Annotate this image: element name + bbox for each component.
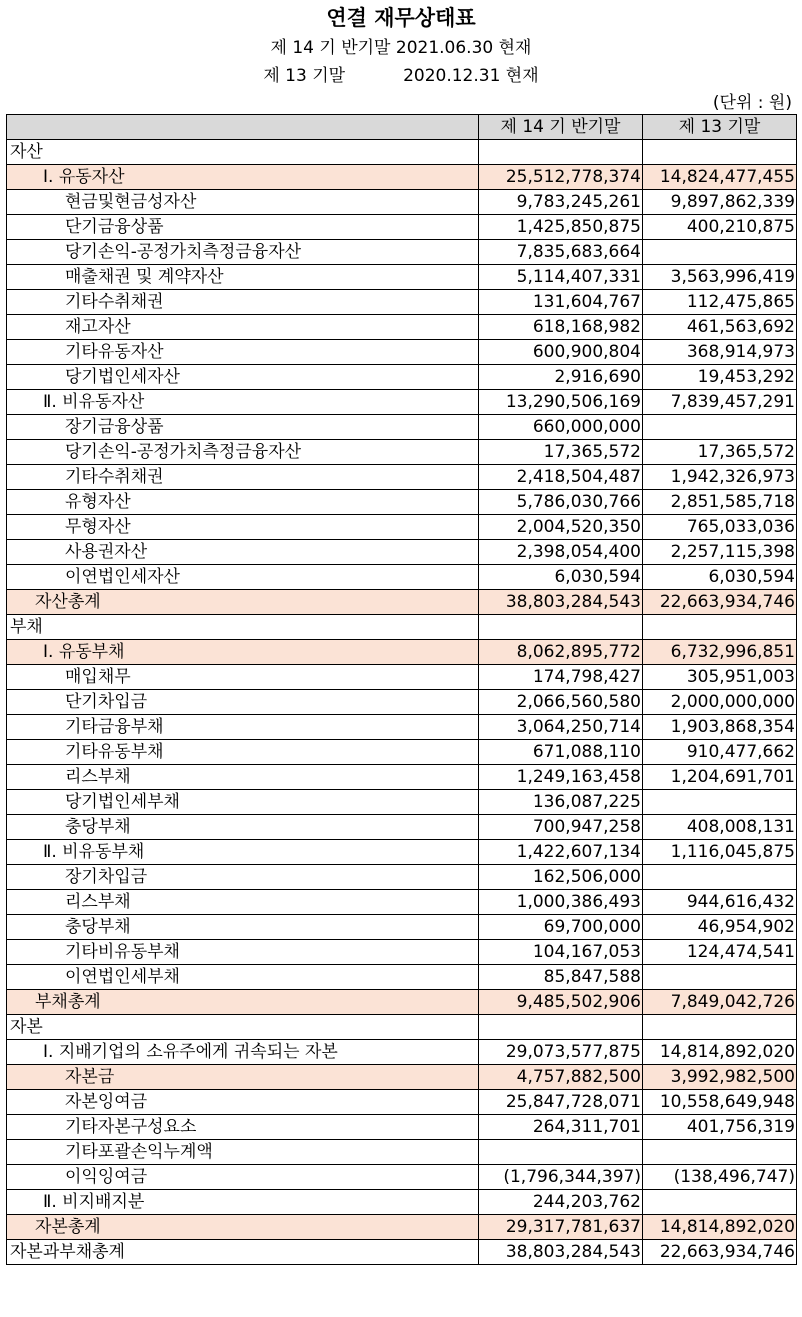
account-name: 자본과부채총계 [7, 1240, 479, 1265]
prior-period-amount: 6,732,996,851 [643, 640, 797, 665]
statement-header [0, 0, 802, 112]
prior-period-amount: 910,477,662 [643, 740, 797, 765]
account-name: 기타금융부채 [7, 715, 479, 740]
account-name: Ⅱ. 비유동자산 [7, 390, 479, 415]
current-period-amount: 85,847,588 [479, 965, 643, 990]
balance-sheet-table [6, 114, 797, 1265]
prior-period-amount: 14,824,477,455 [643, 165, 797, 190]
prior-period-amount: 944,616,432 [643, 890, 797, 915]
account-name: 충당부채 [7, 915, 479, 940]
prior-period-amount: 2,000,000,000 [643, 690, 797, 715]
period-prior-date: 2020.12.31 현재 [403, 66, 539, 86]
current-period-amount: 174,798,427 [479, 665, 643, 690]
prior-period-amount: 124,474,541 [643, 940, 797, 965]
prior-period-amount: 400,210,875 [643, 215, 797, 240]
table-row [7, 565, 797, 590]
prior-period-amount: 2,257,115,398 [643, 540, 797, 565]
prior-period-amount [643, 615, 797, 640]
prior-period-amount: 1,116,045,875 [643, 840, 797, 865]
table-row [7, 465, 797, 490]
prior-period-amount: 3,563,996,419 [643, 265, 797, 290]
current-period-amount: 38,803,284,543 [479, 1240, 643, 1265]
current-period-amount: 8,062,895,772 [479, 640, 643, 665]
current-period-amount: 9,783,245,261 [479, 190, 643, 215]
table-row [7, 1190, 797, 1215]
current-period-amount: 3,064,250,714 [479, 715, 643, 740]
current-period-amount: 5,786,030,766 [479, 490, 643, 515]
current-period-amount: 29,073,577,875 [479, 1040, 643, 1065]
table-body [7, 140, 797, 1265]
current-period-amount: 136,087,225 [479, 790, 643, 815]
prior-period-amount: 14,814,892,020 [643, 1040, 797, 1065]
table-row [7, 1165, 797, 1190]
account-name: 장기금융상품 [7, 415, 479, 440]
current-period-amount: (1,796,344,397) [479, 1165, 643, 1190]
current-period-amount: 2,398,054,400 [479, 540, 643, 565]
current-period-amount [479, 615, 643, 640]
current-period-amount: 4,757,882,500 [479, 1065, 643, 1090]
account-name: 당기손익-공정가치측정금융자산 [7, 240, 479, 265]
table-row [7, 365, 797, 390]
account-name: 충당부채 [7, 815, 479, 840]
account-name: 당기법인세부채 [7, 790, 479, 815]
table-row [7, 715, 797, 740]
current-period-amount: 1,422,607,134 [479, 840, 643, 865]
prior-period-amount [643, 240, 797, 265]
current-period-amount: 2,418,504,487 [479, 465, 643, 490]
account-name: Ⅰ. 지배기업의 소유주에게 귀속되는 자본 [7, 1040, 479, 1065]
account-name: Ⅰ. 유동자산 [7, 165, 479, 190]
prior-period-amount: 765,033,036 [643, 515, 797, 540]
period-prior [0, 61, 802, 86]
prior-period-amount: 22,663,934,746 [643, 590, 797, 615]
table-row [7, 215, 797, 240]
current-period-amount: 17,365,572 [479, 440, 643, 465]
prior-period-amount: 10,558,649,948 [643, 1090, 797, 1115]
current-period-amount: 104,167,053 [479, 940, 643, 965]
prior-period-amount [643, 415, 797, 440]
account-name: 매입채무 [7, 665, 479, 690]
current-period-amount [479, 1140, 643, 1165]
unit-label: (단위 : 원) [712, 93, 792, 113]
current-period-amount: 1,425,850,875 [479, 215, 643, 240]
prior-period-amount [643, 140, 797, 165]
prior-period-amount: (138,496,747) [643, 1165, 797, 1190]
prior-period-amount: 3,992,982,500 [643, 1065, 797, 1090]
table-row [7, 615, 797, 640]
account-name: 장기차입금 [7, 865, 479, 890]
current-period-amount: 600,900,804 [479, 340, 643, 365]
current-period-amount: 69,700,000 [479, 915, 643, 940]
table-row [7, 540, 797, 565]
statement-title: 연결 재무상태표 [326, 6, 476, 30]
table-row [7, 1240, 797, 1265]
current-period-amount: 618,168,982 [479, 315, 643, 340]
table-row [7, 290, 797, 315]
account-name: 부채총계 [7, 990, 479, 1015]
period-current: 제 14 기 반기말 2021.06.30 현재 [270, 38, 532, 58]
table-row [7, 490, 797, 515]
prior-period-amount: 305,951,003 [643, 665, 797, 690]
current-period-amount: 29,317,781,637 [479, 1215, 643, 1240]
header-current-period: 제 14 기 반기말 [479, 115, 643, 140]
prior-period-amount: 7,839,457,291 [643, 390, 797, 415]
prior-period-amount: 1,903,868,354 [643, 715, 797, 740]
prior-period-amount: 6,030,594 [643, 565, 797, 590]
current-period-amount: 660,000,000 [479, 415, 643, 440]
current-period-amount: 6,030,594 [479, 565, 643, 590]
current-period-amount: 7,835,683,664 [479, 240, 643, 265]
table-row [7, 640, 797, 665]
table-row [7, 440, 797, 465]
current-period-amount: 38,803,284,543 [479, 590, 643, 615]
account-name: Ⅱ. 비유동부채 [7, 840, 479, 865]
current-period-amount: 700,947,258 [479, 815, 643, 840]
account-name: 이연법인세부채 [7, 965, 479, 990]
table-row [7, 915, 797, 940]
current-period-amount: 13,290,506,169 [479, 390, 643, 415]
prior-period-amount: 1,942,326,973 [643, 465, 797, 490]
prior-period-amount [643, 1140, 797, 1165]
current-period-amount: 25,847,728,071 [479, 1090, 643, 1115]
prior-period-amount: 7,849,042,726 [643, 990, 797, 1015]
current-period-amount: 1,000,386,493 [479, 890, 643, 915]
table-row [7, 740, 797, 765]
account-name: 리스부채 [7, 890, 479, 915]
account-name: 기타비유동부채 [7, 940, 479, 965]
table-row [7, 965, 797, 990]
account-name: 기타유동자산 [7, 340, 479, 365]
account-name: 무형자산 [7, 515, 479, 540]
current-period-amount: 5,114,407,331 [479, 265, 643, 290]
prior-period-amount [643, 865, 797, 890]
account-name: 기타수취채권 [7, 465, 479, 490]
table-row [7, 390, 797, 415]
account-name: 당기법인세자산 [7, 365, 479, 390]
table-row [7, 1015, 797, 1040]
table-row [7, 665, 797, 690]
prior-period-amount: 461,563,692 [643, 315, 797, 340]
current-period-amount: 162,506,000 [479, 865, 643, 890]
table-row [7, 415, 797, 440]
table-row [7, 190, 797, 215]
current-period-amount: 1,249,163,458 [479, 765, 643, 790]
account-name: 기타포괄손익누계액 [7, 1140, 479, 1165]
current-period-amount: 131,604,767 [479, 290, 643, 315]
table-row [7, 515, 797, 540]
table-row [7, 1215, 797, 1240]
account-name: 당기손익-공정가치측정금융자산 [7, 440, 479, 465]
account-name: 자산 [7, 140, 479, 165]
table-row [7, 765, 797, 790]
account-name: 자본총계 [7, 1215, 479, 1240]
current-period-amount: 244,203,762 [479, 1190, 643, 1215]
account-name: 부채 [7, 615, 479, 640]
prior-period-amount: 1,204,691,701 [643, 765, 797, 790]
account-name: 리스부채 [7, 765, 479, 790]
current-period-amount [479, 1015, 643, 1040]
current-period-amount: 9,485,502,906 [479, 990, 643, 1015]
current-period-amount: 671,088,110 [479, 740, 643, 765]
header-account [7, 115, 479, 140]
account-name: 재고자산 [7, 315, 479, 340]
table-row [7, 240, 797, 265]
account-name: 단기금융상품 [7, 215, 479, 240]
account-name: 매출채권 및 계약자산 [7, 265, 479, 290]
prior-period-amount: 14,814,892,020 [643, 1215, 797, 1240]
table-row [7, 1065, 797, 1090]
table-row [7, 1040, 797, 1065]
table-row [7, 315, 797, 340]
account-name: 자산총계 [7, 590, 479, 615]
account-name: 이익잉여금 [7, 1165, 479, 1190]
prior-period-amount: 368,914,973 [643, 340, 797, 365]
account-name: 사용권자산 [7, 540, 479, 565]
prior-period-amount: 9,897,862,339 [643, 190, 797, 215]
prior-period-amount: 2,851,585,718 [643, 490, 797, 515]
table-row [7, 140, 797, 165]
current-period-amount: 264,311,701 [479, 1115, 643, 1140]
current-period-amount: 2,916,690 [479, 365, 643, 390]
prior-period-amount: 46,954,902 [643, 915, 797, 940]
account-name: 자본잉여금 [7, 1090, 479, 1115]
prior-period-amount: 112,475,865 [643, 290, 797, 315]
table-row [7, 890, 797, 915]
period-prior-label: 제 13 기말 [263, 66, 346, 86]
account-name: 유형자산 [7, 490, 479, 515]
table-row [7, 790, 797, 815]
table-row [7, 1140, 797, 1165]
prior-period-amount: 401,756,319 [643, 1115, 797, 1140]
prior-period-amount [643, 1190, 797, 1215]
account-name: 기타자본구성요소 [7, 1115, 479, 1140]
account-name: 이연법인세자산 [7, 565, 479, 590]
table-row [7, 1115, 797, 1140]
table-row [7, 865, 797, 890]
table-header-row [7, 115, 797, 140]
prior-period-amount: 408,008,131 [643, 815, 797, 840]
table-row [7, 815, 797, 840]
prior-period-amount: 17,365,572 [643, 440, 797, 465]
account-name: 단기차입금 [7, 690, 479, 715]
table-row [7, 590, 797, 615]
account-name: 현금및현금성자산 [7, 190, 479, 215]
account-name: Ⅱ. 비지배지분 [7, 1190, 479, 1215]
table-row [7, 840, 797, 865]
account-name: 자본 [7, 1015, 479, 1040]
table-row [7, 690, 797, 715]
account-name: 기타수취채권 [7, 290, 479, 315]
current-period-amount: 2,004,520,350 [479, 515, 643, 540]
account-name: 자본금 [7, 1065, 479, 1090]
table-row [7, 165, 797, 190]
current-period-amount: 25,512,778,374 [479, 165, 643, 190]
prior-period-amount [643, 965, 797, 990]
table-row [7, 1090, 797, 1115]
table-row [7, 340, 797, 365]
account-name: Ⅰ. 유동부채 [7, 640, 479, 665]
prior-period-amount [643, 790, 797, 815]
prior-period-amount: 19,453,292 [643, 365, 797, 390]
current-period-amount: 2,066,560,580 [479, 690, 643, 715]
account-name: 기타유동부채 [7, 740, 479, 765]
table-row [7, 990, 797, 1015]
header-prior-period: 제 13 기말 [643, 115, 797, 140]
current-period-amount [479, 140, 643, 165]
prior-period-amount [643, 1015, 797, 1040]
prior-period-amount: 22,663,934,746 [643, 1240, 797, 1265]
table-row [7, 265, 797, 290]
table-row [7, 940, 797, 965]
